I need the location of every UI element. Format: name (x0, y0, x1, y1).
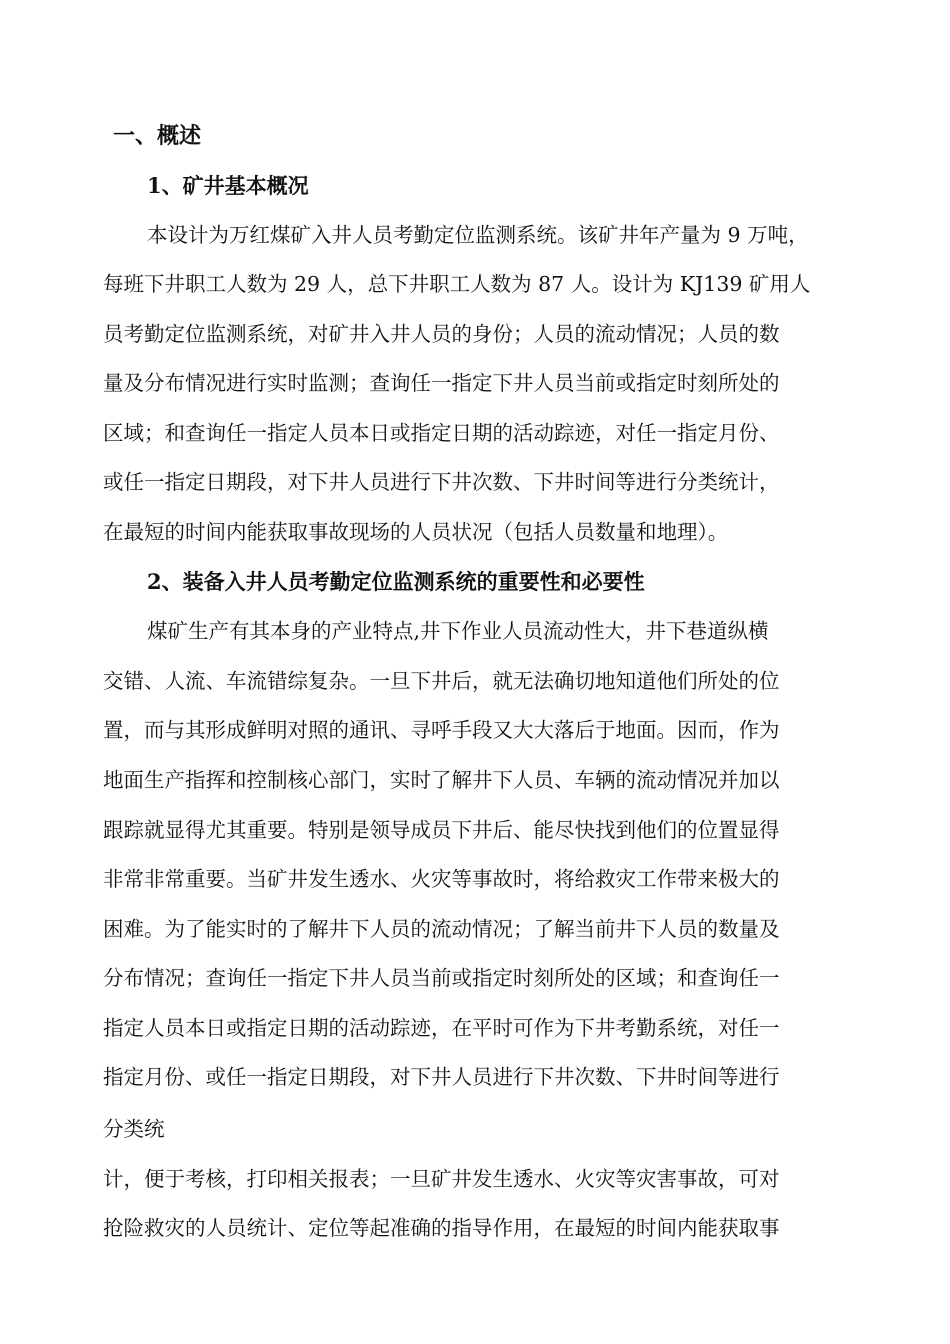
paragraph-line: 计，便于考核，打印相关报表；一旦矿井发生透水、火灾等灾害事故，可对 (103, 1167, 780, 1191)
paragraph-line: 交错、人流、车流错综复杂。一旦下井后，就无法确切地知道他们所处的位 (103, 669, 780, 693)
paragraph-line: 指定月份、或任一指定日期段，对下井人员进行下井次数、下井时间等进行 (103, 1065, 780, 1089)
paragraph-line: 置，而与其形成鲜明对照的通讯、寻呼手段又大大落后于地面。因而，作为 (103, 718, 780, 742)
paragraph-line: 指定人员本日或指定日期的活动踪迹，在平时可作为下井考勤系统，对任一 (103, 1016, 780, 1040)
paragraph-line: 地面生产指挥和控制核心部门，实时了解井下人员、车辆的流动情况并加以 (103, 768, 780, 792)
section-heading-overview: 一、概述 (113, 123, 202, 149)
paragraph-line: 本设计为万红煤矿入井人员考勤定位监测系统。该矿井年产量为 9 万吨， (147, 223, 809, 247)
paragraph-line: 抢险救灾的人员统计、定位等起准确的指导作用，在最短的时间内能获取事 (103, 1216, 780, 1240)
paragraph-line: 非常非常重要。当矿井发生透水、火灾等事故时，将给救灾工作带来极大的 (103, 867, 780, 891)
paragraph-line: 区域；和查询任一指定人员本日或指定日期的活动踪迹，对任一指定月份、 (103, 421, 780, 445)
paragraph-line: 分布情况；查询任一指定下井人员当前或指定时刻所处的区域；和查询任一 (103, 966, 780, 990)
paragraph-line: 煤矿生产有其本身的产业特点,井下作业人员流动性大，井下巷道纵横 (147, 619, 769, 643)
paragraph-line: 在最短的时间内能获取事故现场的人员状况（包括人员数量和地理）。 (103, 520, 729, 544)
subsection-heading-mine-overview: 1、矿井基本概况 (147, 173, 309, 198)
paragraph-line: 量及分布情况进行实时监测；查询任一指定下井人员当前或指定时刻所处的 (103, 371, 780, 395)
subsection-heading-importance: 2、装备入井人员考勤定位监测系统的重要性和必要性 (147, 569, 645, 594)
paragraph-line: 每班下井职工人数为 29 人，总下井职工人数为 87 人。设计为 KJ139 矿用人 (103, 272, 811, 296)
paragraph-line: 分类统 (103, 1117, 165, 1141)
paragraph-line: 跟踪就显得尤其重要。特别是领导成员下井后、能尽快找到他们的位置显得 (103, 818, 780, 842)
paragraph-line: 困难。为了能实时的了解井下人员的流动情况；了解当前井下人员的数量及 (103, 917, 780, 941)
paragraph-line: 员考勤定位监测系统，对矿井入井人员的身份；人员的流动情况；人员的数 (103, 322, 780, 346)
paragraph-line: 或任一指定日期段，对下井人员进行下井次数、下井时间等进行分类统计， (103, 470, 780, 494)
